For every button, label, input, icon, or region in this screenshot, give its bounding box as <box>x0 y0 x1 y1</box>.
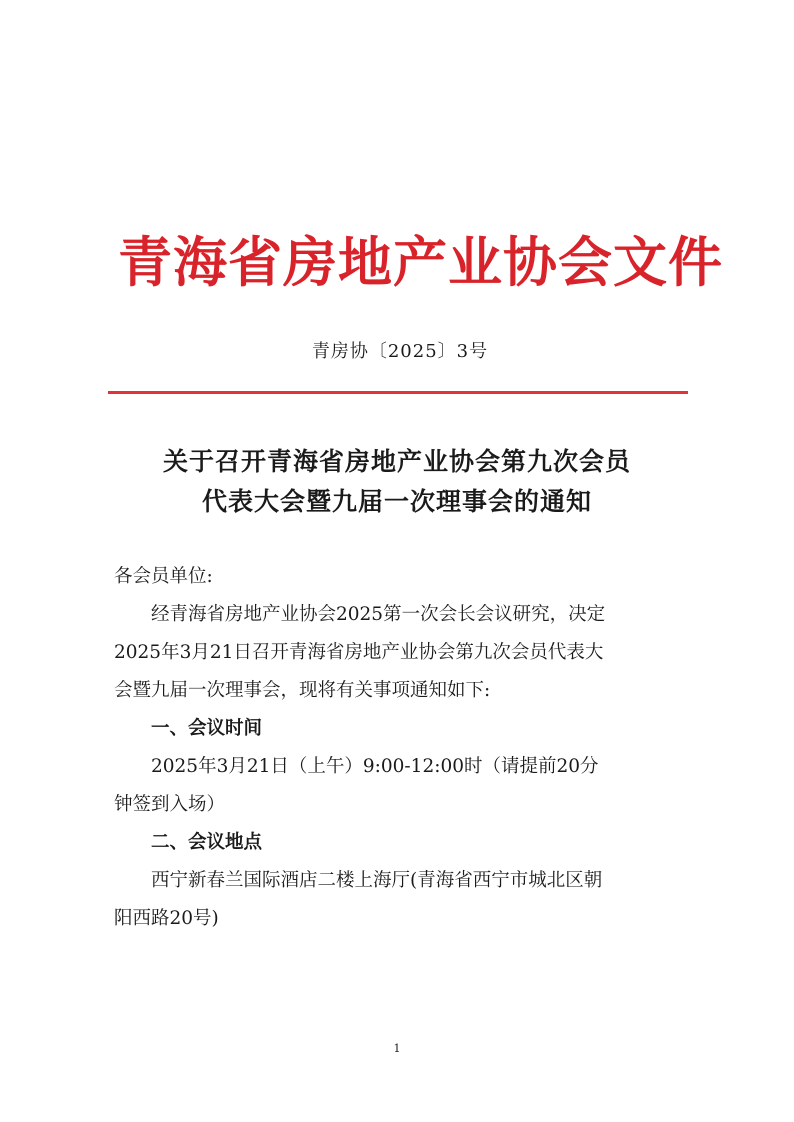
section-heading-time: 一、会议时间 <box>151 718 263 739</box>
section-location-content <box>114 862 692 938</box>
notice-title-line-1: 关于召开青海省房地产业协会第九次会员 <box>162 447 631 476</box>
section-time-content <box>114 748 692 824</box>
section-location-line-2: 阳西路20号) <box>114 908 219 929</box>
document-header-title: 青海省房地产业协会文件 <box>118 231 723 294</box>
section-time-line-2: 钟签到入场） <box>114 794 226 815</box>
document-number: 青房协〔2025〕3号 <box>311 341 489 362</box>
intro-paragraph <box>114 596 692 710</box>
intro-line-1: 经青海省房地产业协会2025第一次会长会议研究，决定 <box>151 604 606 625</box>
notice-title <box>0 442 794 522</box>
section-location-line-1: 西宁新春兰国际酒店二楼上海厅(青海省西宁市城北区朝 <box>151 870 603 891</box>
salutation: 各会员单位: <box>114 566 213 587</box>
red-divider-line <box>108 391 688 394</box>
section-time-line-1: 2025年3月21日（上午）9:00-12:00时（请提前20分 <box>151 756 599 777</box>
section-heading-location: 二、会议地点 <box>151 832 263 853</box>
intro-line-3: 会暨九届一次理事会，现将有关事项通知如下: <box>114 680 491 701</box>
page-number: 1 <box>393 1042 401 1055</box>
notice-body <box>114 558 692 938</box>
notice-title-line-2: 代表大会暨九届一次理事会的通知 <box>201 487 592 516</box>
intro-line-2: 2025年3月21日召开青海省房地产业协会第九次会员代表大 <box>114 642 604 663</box>
